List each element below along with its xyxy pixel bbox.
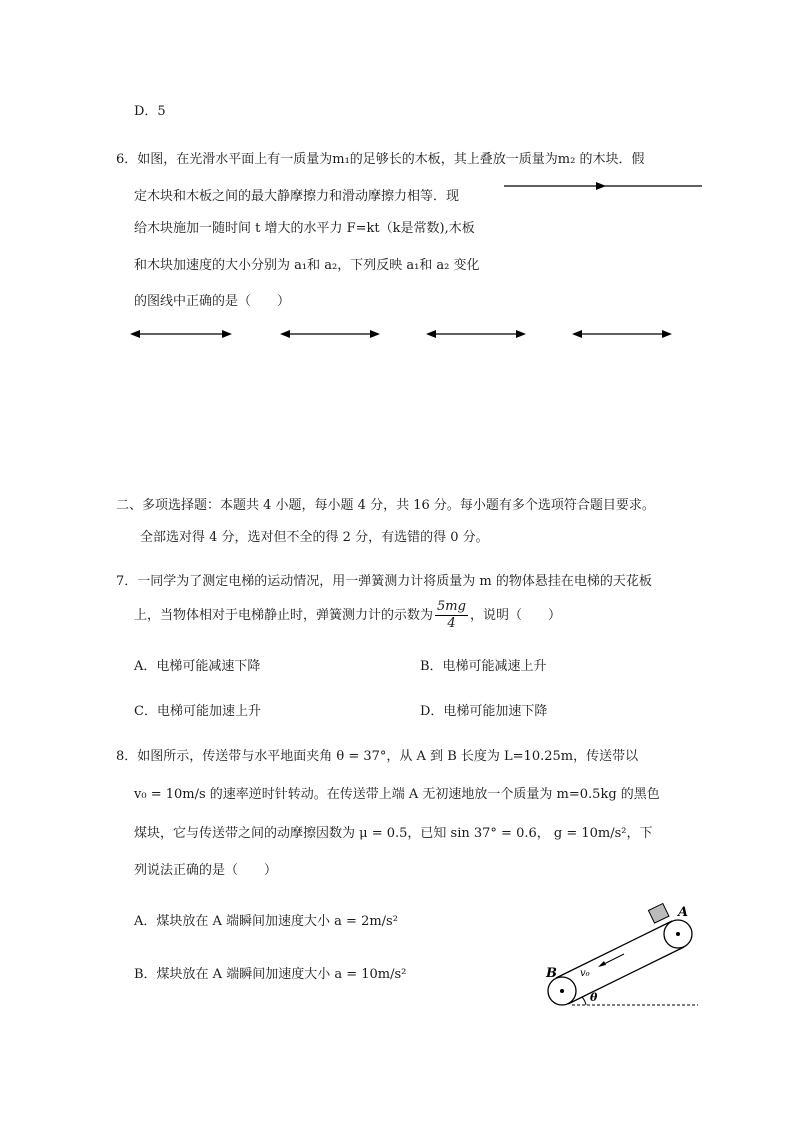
q8-line-4: 列说法正确的是（ ） <box>134 863 278 878</box>
q6-graph-a-axis <box>128 326 234 342</box>
q6-graph-d-axis <box>570 326 674 342</box>
q6-line-5: 的图线中正确的是（ ） <box>134 294 291 309</box>
q6-line-2: 定木块和木板之间的最大静摩擦力和滑动摩擦力相等．现 <box>134 189 460 204</box>
q7-line-1: 7．一同学为了测定电梯的运动情况，用一弹簧测力计将质量为 m 的物体悬挂在电梯的天花板 <box>116 574 652 589</box>
q8-option-a: A．煤块放在 A 端瞬间加速度大小 a = 2m/s² <box>134 914 398 929</box>
section-2-heading: 二、多项选择题：本题共 4 小题，每小题 4 分，共 16 分。每小题有多个选项符合题目要求。 <box>116 498 655 513</box>
angle-arc <box>582 997 586 1005</box>
q5-option-d: D．5 <box>134 104 166 119</box>
q7-fraction <box>435 599 468 632</box>
q6-graph-b-axis <box>278 326 382 342</box>
q6-line-3: 给木块施加一随时间 t 增大的水平力 F=kt（k是常数),木板 <box>134 221 475 236</box>
q6-graph-c-axis <box>424 326 528 342</box>
section-2-scoring: 全部选对得 4 分，选对但不全的得 2 分，有选错的得 0 分。 <box>140 530 489 545</box>
q7-option-a: A．电梯可能减速下降 <box>134 659 261 674</box>
q7-option-b: B．电梯可能减速上升 <box>420 659 547 674</box>
figure-label-v0: v₀ <box>580 968 590 979</box>
figure-label-theta: θ <box>590 991 598 1004</box>
q6-line-1: 6．如图，在光滑水平面上有一质量为m₁的足够长的木板，其上叠放一质量为m₂ 的木块．假 <box>116 152 645 167</box>
q7-option-d: D．电梯可能加速下降 <box>420 704 548 719</box>
belt-top <box>556 921 672 978</box>
q6-line-4: 和木块加速度的大小分别为 a₁和 a₂，下列反映 a₁和 a₂ 变化 <box>134 258 480 273</box>
q7-fraction-numerator: 5mg <box>437 599 466 614</box>
q7-line-2-post: ，说明（ ） <box>469 608 561 623</box>
q8-option-b: B．煤块放在 A 端瞬间加速度大小 a = 10m/s² <box>134 967 407 982</box>
q7-fraction-denominator: 4 <box>447 616 456 631</box>
figure-label-b: B <box>546 966 557 981</box>
q7-line-2 <box>134 598 561 634</box>
q6-figure-arrow <box>500 178 704 192</box>
q8-line-1: 8．如图所示，传送带与水平地面夹角 θ = 37°，从 A 到 B 长度为 L=10.25m，传送带以 <box>116 749 639 764</box>
q8-line-3: 煤块，它与传送带之间的动摩擦因数为 μ = 0.5，已知 sin 37° = 0.6， g = 10m/s²，下 <box>134 826 653 841</box>
figure-label-a: A <box>678 905 689 920</box>
q8-line-2: v₀ = 10m/s 的速率逆时针转动。在传送带上端 A 无初速地放一个质量为 m=0.5kg 的黑色 <box>134 787 660 802</box>
q7-line-2-pre: 上，当物体相对于电梯静止时，弹簧测力计的示数为 <box>134 608 434 623</box>
coal-block <box>648 904 669 924</box>
conveyor-belt-figure <box>540 898 700 1010</box>
q7-option-c: C．电梯可能加速上升 <box>134 704 261 719</box>
